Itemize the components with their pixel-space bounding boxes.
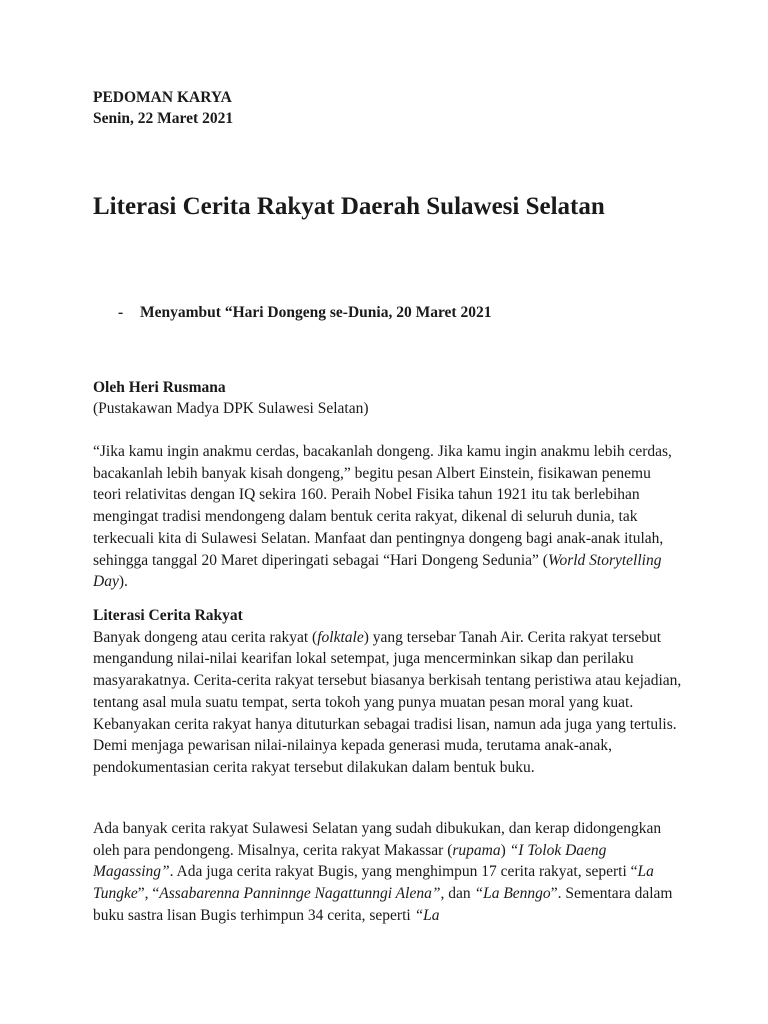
- p2-italic-2: “I Tolok Daeng Magassing”: [93, 841, 607, 881]
- publisher-name: PEDOMAN KARYA: [93, 89, 232, 106]
- author-name: Oleh Heri Rusmana: [93, 379, 226, 396]
- article-title: Literasi Cerita Rakyat Daerah Sulawesi Selatan: [93, 193, 605, 220]
- section-text-b: ) yang tersebar Tanah Air. Cerita rakyat tersebut mengandung nilai-nilai kearifan lokal setempat, juga mencerminkan sikap dan perilaku masyarakatnya. Cerita-cerita rakyat tersebut biasanya berkisah tentang peristiwa atau kejadian, tentang asal mula suatu tempat, serta tokoh yang punya muatan pesan moral yang kuat. Kebanyakan cerita rakyat hanya dituturkan sebagai tradisi lisan, namun ada juga yang tertulis. Demi menjaga pewarisan nilai-nilainya kepada generasi muda, terutama anak-anak, pendokumentasian cerita rakyat tersebut dilakukan dalam bentuk buku.: [93, 628, 682, 776]
- p2-italic-3: La Tungke: [93, 863, 654, 903]
- subtitle-dash: -: [118, 304, 124, 321]
- intro-paragraph: [93, 441, 683, 593]
- p2-text-1: Ada banyak cerita rakyat Sulawesi Selatan yang sudah dibukukan, dan kerap didongengkan oleh para pendongeng. Misalnya, cerita rakyat Makassar (: [93, 820, 662, 859]
- p2-text-2: ): [500, 841, 510, 859]
- section-heading: Literasi Cerita Rakyat: [93, 607, 243, 624]
- p2-text-5: , dan: [440, 885, 475, 903]
- section-text-a: Banyak dongeng atau cerita rakyat (: [93, 628, 318, 646]
- p2-italic-6: “La: [414, 906, 440, 924]
- subtitle-text: Menyambut “Hari Dongeng se-Dunia, 20 Maret 2021: [140, 304, 492, 321]
- p2-text-4: ”, “: [137, 885, 160, 903]
- intro-text: “Jika kamu ingin anakmu cerdas, bacakanlah dongeng. Jika kamu ingin anakmu lebih cerdas, bacakanlah lebih banyak kisah dongeng,” begitu pesan Albert Einstein, fisikawan penemu teori relativitas dengan IQ sekira 160. Peraih Nobel Fisika tahun 1921 itu tak berlebihan mengingat tradisi mendongeng dalam bentuk cerita rakyat, dikenal di seluruh dunia, tak terkecuali kita di Sulawesi Selatan. Manfaat dan pentingnya dongeng bagi anak-anak itulah, sehingga tanggal 20 Maret diperingati sebagai “Hari Dongeng Sedunia” (: [93, 443, 672, 569]
- intro-italic-term: World Storytelling Day: [93, 551, 662, 591]
- publish-date: Senin, 22 Maret 2021: [93, 110, 234, 127]
- p2-text-6: ”. Sementara dalam buku sastra lisan Bugis terhimpun 34 cerita, seperti: [93, 885, 673, 924]
- intro-paragraph-block: [93, 441, 683, 593]
- p2-italic-1: rupama: [452, 841, 501, 859]
- intro-text-end: ).: [118, 573, 128, 591]
- section-italic-term: folktale: [317, 628, 364, 646]
- p2-text-3: . Ada juga cerita rakyat Bugis, yang menghimpun 17 cerita rakyat, seperti “: [169, 863, 638, 881]
- section-paragraph: [93, 627, 683, 779]
- section2-paragraph-block: [93, 818, 683, 927]
- document-header: [93, 87, 683, 129]
- p2-italic-4: Assabarenna Panninnge Nagattunngi Alena”: [159, 885, 441, 903]
- article-subtitle: [118, 302, 491, 323]
- p2-italic-5: “La Benngo: [474, 885, 551, 903]
- author-block: [93, 377, 683, 419]
- folk-tales-paragraph: [93, 818, 683, 927]
- author-role: (Pustakawan Madya DPK Sulawesi Selatan): [93, 400, 369, 417]
- section-literasi: [93, 605, 683, 779]
